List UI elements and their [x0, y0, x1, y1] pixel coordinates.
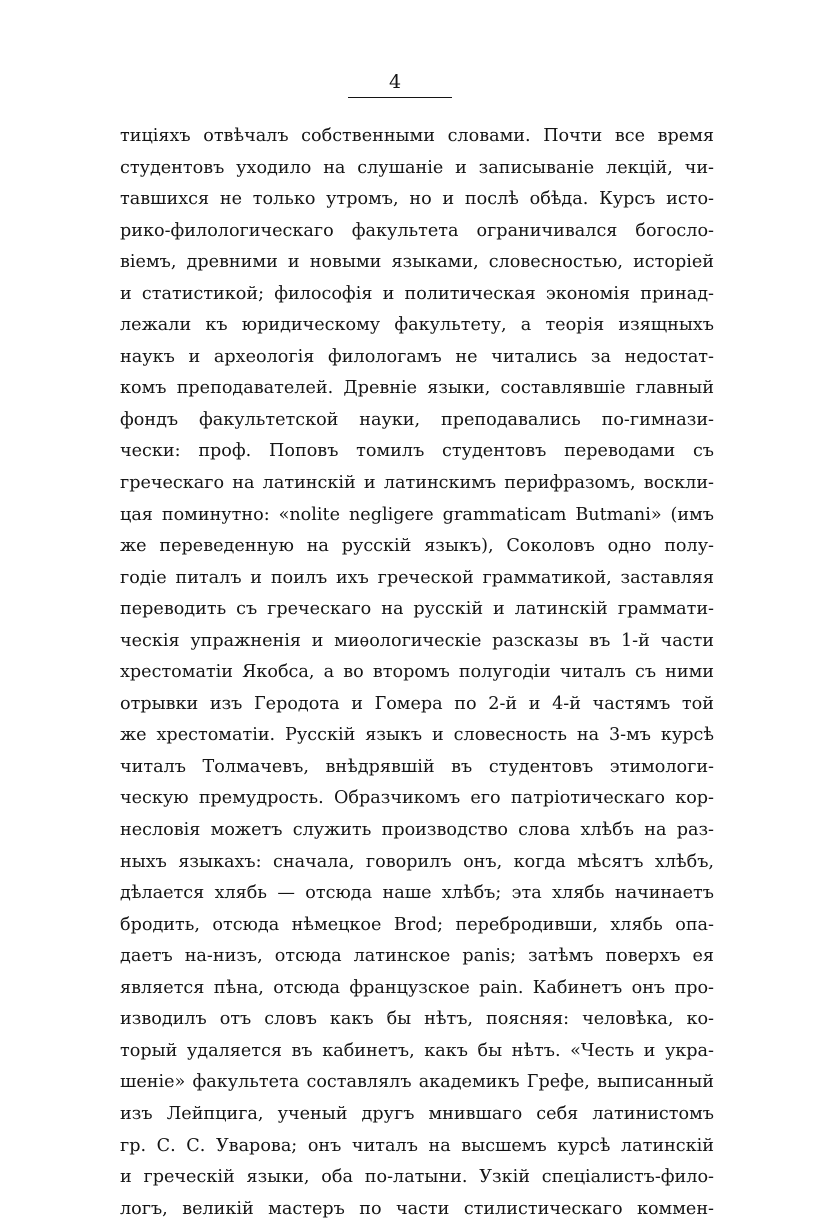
text-line: читалъ Толмачевъ, внѣдрявшiй въ студентовъ этимологи-: [120, 756, 714, 777]
text-line: наукъ и археологiя филологамъ не читались за недостат-: [120, 346, 714, 367]
text-line: рико-филологическаго факультета ограничивался богосло-: [120, 220, 714, 241]
text-line: переводить съ греческаго на русскiй и латинскiй граммати-: [120, 599, 714, 620]
text-line: гр. С. С. Уварова; онъ читалъ на высшемъ курсѣ латинскiй: [120, 1135, 714, 1156]
text-line: ныхъ языкахъ: сначала, говорилъ онъ, когда мѣсятъ хлѣбъ,: [120, 851, 714, 872]
text-line: цая поминутно: «nolite negligere grammaticam Butmani» (имъ: [120, 504, 714, 525]
text-line: отрывки изъ Геродота и Гомера по 2-й и 4-й частямъ той: [120, 693, 714, 714]
text-line: несловiя можетъ служить производство слова хлѣбъ на раз-: [120, 820, 714, 841]
text-line: годiе питалъ и поилъ ихъ греческой грамматикой, заставляя: [120, 567, 714, 588]
text-line: же хрестоматiи. Русскiй языкъ и словесность на 3-мъ курсѣ: [120, 725, 714, 746]
text-line: изводилъ отъ словъ какъ бы нѣтъ, поясняя: человѣка, ко-: [120, 1009, 714, 1030]
text-line: студентовъ уходило на слушанiе и записыванiе лекцiй, чи-: [120, 157, 714, 178]
text-line: ческую премудрость. Образчикомъ его патрiотическаго кор-: [120, 788, 714, 809]
text-line: хрестоматiи Якобса, а во второмъ полугодiи читалъ съ ними: [120, 662, 714, 683]
text-line: вiемъ, древними и новыми языками, словесностью, исторiей: [120, 252, 714, 273]
text-line: и статистикой; философiя и политическая экономiя принад-: [120, 283, 714, 304]
text-line: изъ Лейпцига, ученый другъ мнившаго себя латинистомъ: [120, 1103, 714, 1124]
text-line: тицiяхъ отвѣчалъ собственными словами. Почти все время: [120, 126, 714, 146]
text-line: фондъ факультетской науки, преподавались по-гимнази-: [120, 409, 714, 430]
text-line: дѣлается хлябь — отсюда наше хлѣбъ; эта хлябь начинаетъ: [120, 883, 714, 904]
text-line: торый удаляется въ кабинетъ, какъ бы нѣтъ. «Честь и укра-: [120, 1040, 714, 1061]
text-line: даетъ на-низъ, отсюда латинское panis; затѣмъ поверхъ ея: [120, 946, 714, 967]
text-line: чески: проф. Поповъ томилъ студентовъ переводами съ: [120, 441, 714, 462]
text-line: тавшихся не только утромъ, но и послѣ обѣда. Курсъ исто-: [120, 189, 714, 210]
text-line: лежали къ юридическому факультету, а теорiя изящныхъ: [120, 315, 714, 336]
text-line: бродить, отсюда нѣмецкое Brod; перебродивши, хлябь опа-: [120, 914, 714, 935]
page-number: 4: [388, 71, 402, 93]
text-line: и греческiй языки, оба по-латыни. Узкiй спецiалистъ-фило-: [120, 1167, 714, 1188]
header-rule: [348, 97, 452, 98]
text-line: же переведенную на русскiй языкъ), Соколовъ одно полу-: [120, 536, 714, 557]
text-line: греческаго на латинскiй и латинскимъ перифразомъ, воскли-: [120, 473, 714, 494]
text-line: является пѣна, отсюда французское pain. Кабинетъ онъ про-: [120, 977, 714, 998]
text-line: логъ, великiй мастеръ по части стилистическаго коммен-: [120, 1198, 714, 1219]
text-line: шенiе» факультета составлялъ академикъ Грефе, выписанный: [120, 1072, 714, 1093]
text-line: ческiя упражненiя и миѳологическiе разсказы въ 1-й части: [120, 630, 714, 651]
text-line: комъ преподавателей. Древнiе языки, составлявшiе главный: [120, 378, 714, 399]
body-text: [120, 121, 714, 1225]
